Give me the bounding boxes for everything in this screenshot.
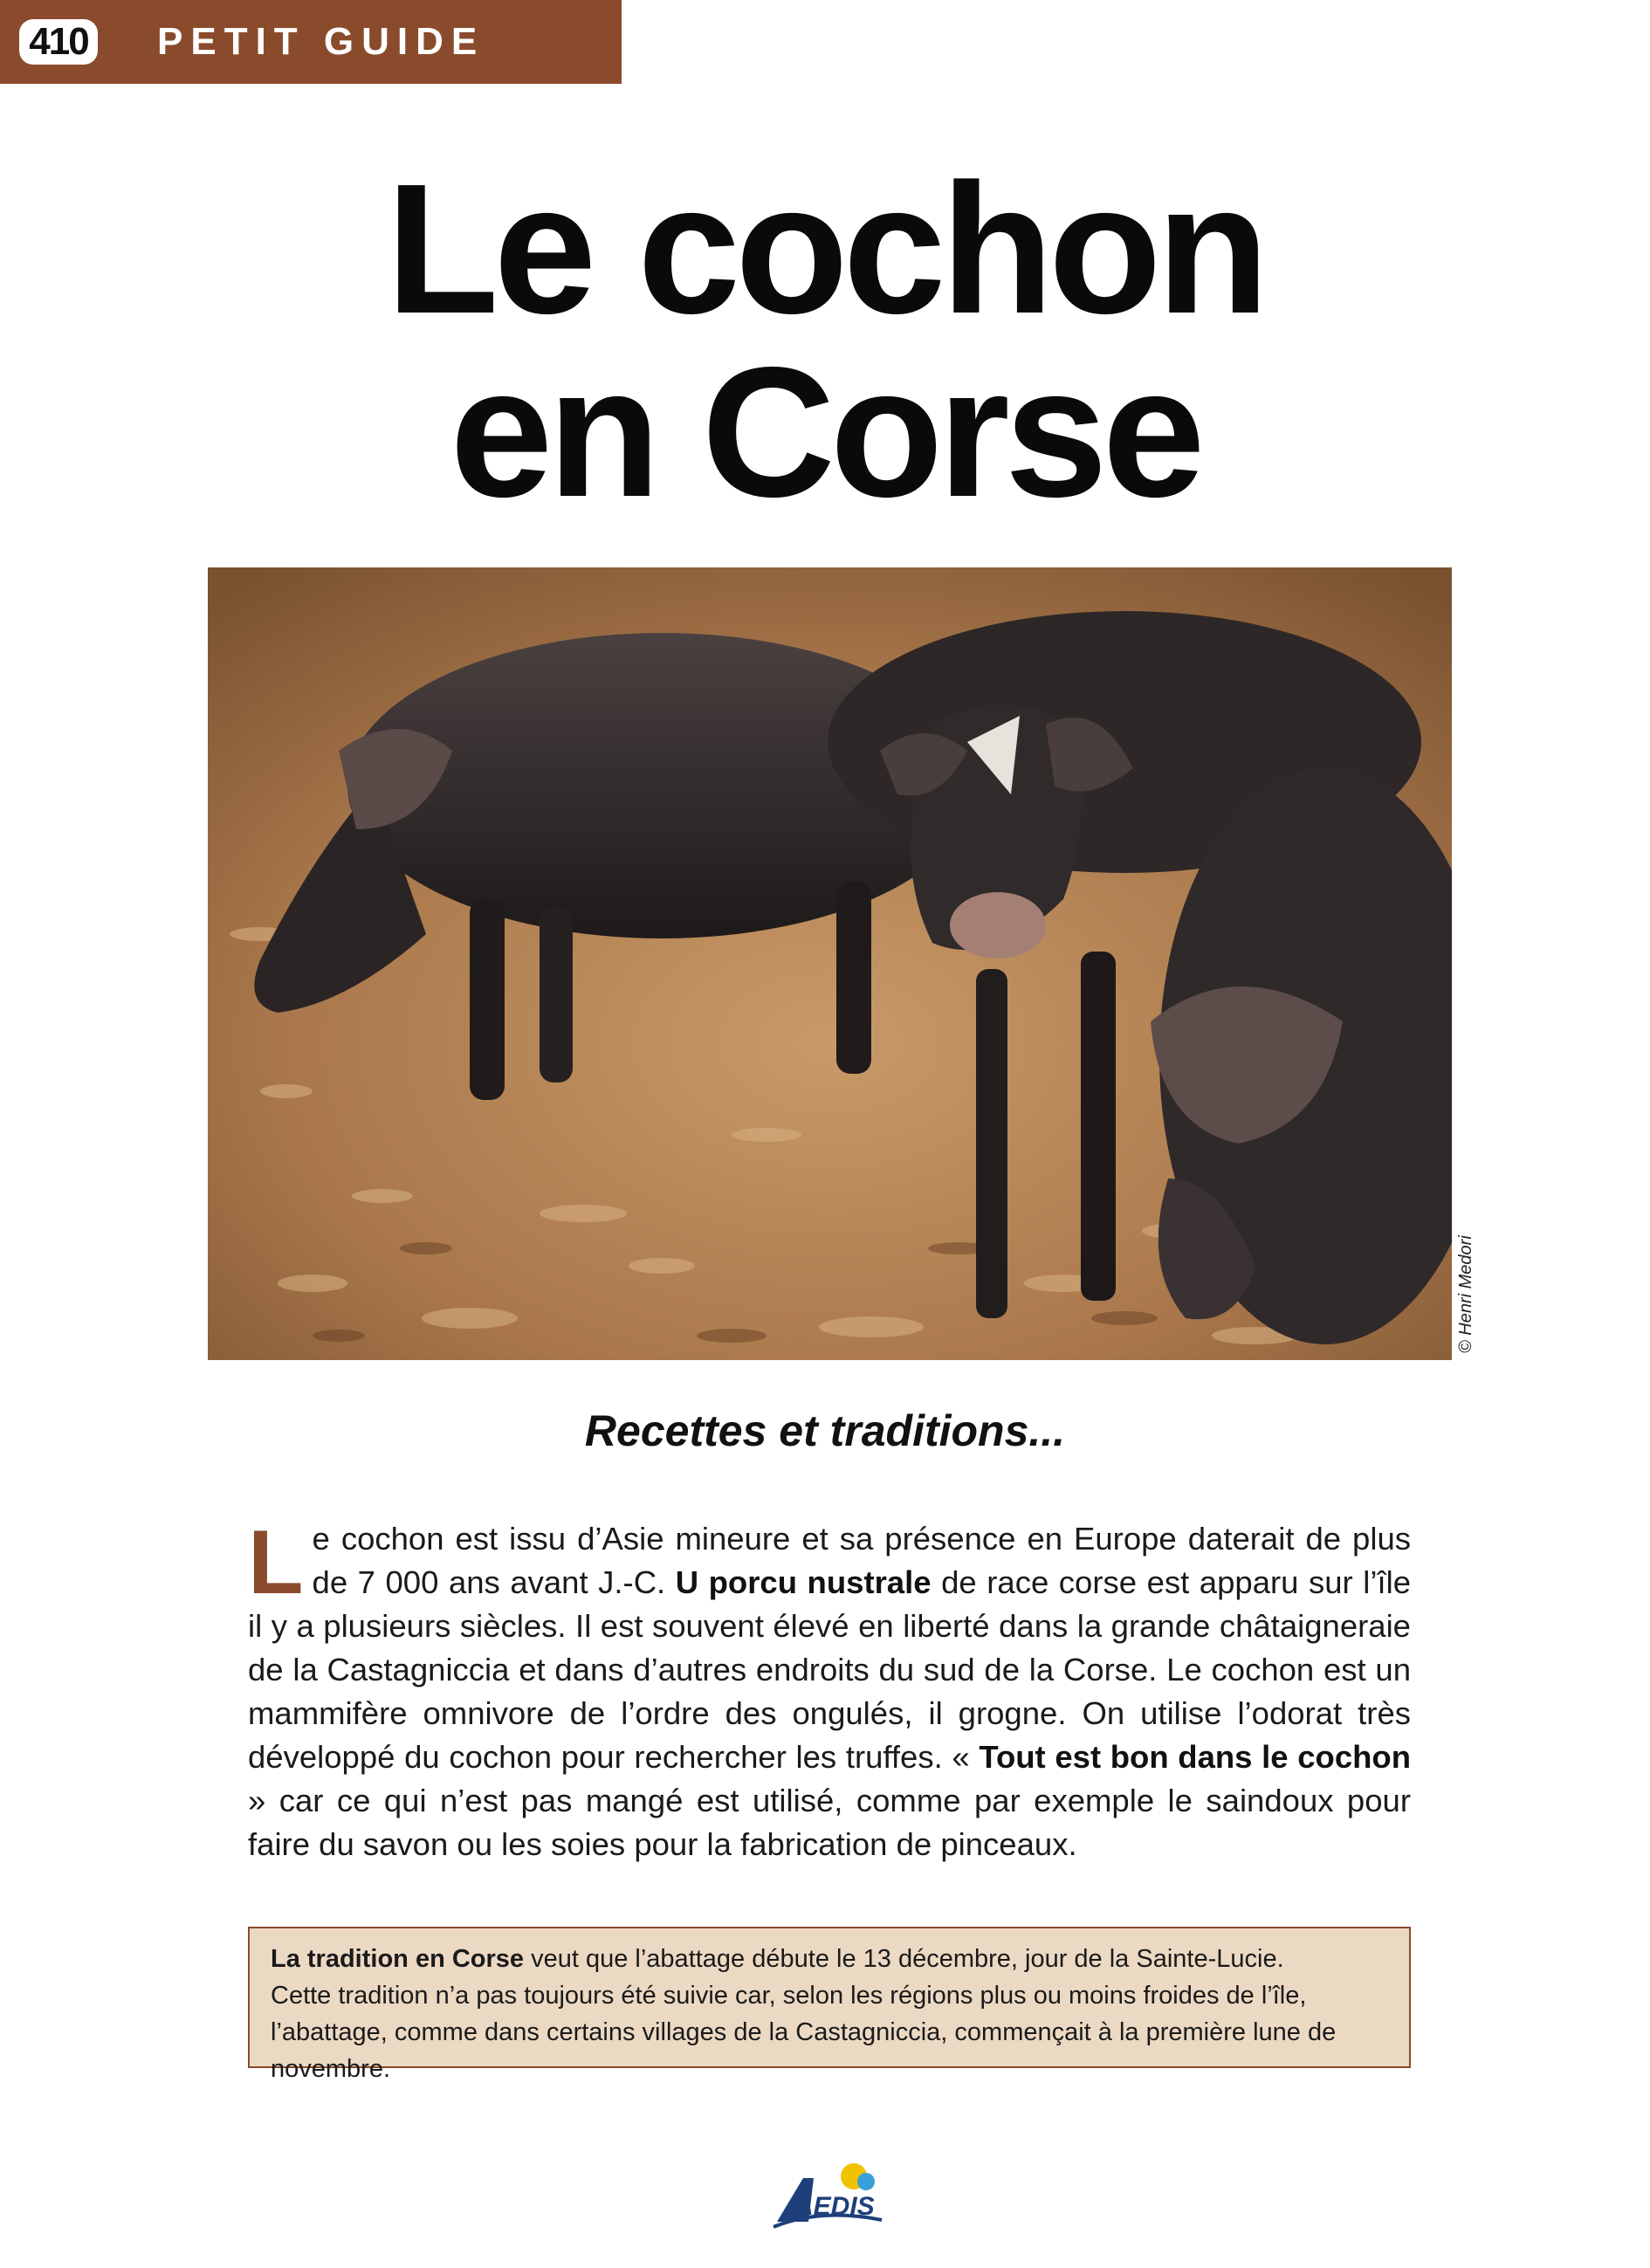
subtitle: Recettes et traditions... bbox=[584, 1406, 1066, 1455]
page-number: 410 bbox=[19, 19, 98, 65]
pigs-illustration bbox=[208, 567, 1452, 1360]
page-title bbox=[0, 145, 1650, 535]
tradition-box-line-1: veut que l’abattage débute le 13 décembre, jour de la Sainte-Lucie. bbox=[524, 1945, 1284, 1973]
title-line-2: en Corse bbox=[450, 328, 1200, 535]
intro-paragraph bbox=[248, 1512, 1412, 1866]
tradition-box-line-2: Cette tradition n’a pas toujours été suivie car, selon les régions plus ou moins froides de l’île, l’abattage, comme dans certains villages de la Castagniccia, commençait à la première lune de novembre. bbox=[271, 1982, 1337, 2083]
aedis-logo bbox=[768, 2152, 890, 2230]
pigs-photo bbox=[208, 567, 1452, 1360]
intro-bold-1: U porcu nustrale bbox=[675, 1564, 932, 1600]
intro-part-1: e cochon est issu d’Asie mineure et sa présence en Europe daterait de plus de 7 000 ans avant J.-C. bbox=[312, 1521, 1411, 1600]
aedis-logo-graphic bbox=[768, 2152, 890, 2230]
series-title: PETIT GUIDE bbox=[157, 20, 485, 63]
logo-text: AEDIS bbox=[794, 2192, 875, 2221]
intro-part-2: de race corse est apparu sur l’île il y a plusieurs siècles. Il est souvent élevé en liberté dans la grande châtaigneraie de la Castagniccia et dans d’autres endroits du sud de la Corse. Le cochon est un mammifère omnivore de l’ordre des ongulés, il grogne. On utilise l’odorat très développé du cochon pour rechercher les truffes. « bbox=[248, 1564, 1411, 1775]
header-bar bbox=[0, 0, 622, 84]
title-line-1: Le cochon bbox=[385, 145, 1265, 352]
drop-cap: L bbox=[248, 1512, 304, 1613]
intro-bold-2: Tout est bon dans le cochon bbox=[979, 1739, 1412, 1775]
photo-credit: © Henri Medori bbox=[1456, 1235, 1475, 1353]
tradition-box bbox=[248, 1927, 1411, 2083]
intro-part-3: » car ce qui n’est pas mangé est utilisé, comme par exemple le saindoux pour faire du savon ou les soies pour la fabrication de pinceaux. bbox=[248, 1783, 1411, 1862]
tradition-box-lead: La tradition en Corse bbox=[271, 1945, 525, 1973]
